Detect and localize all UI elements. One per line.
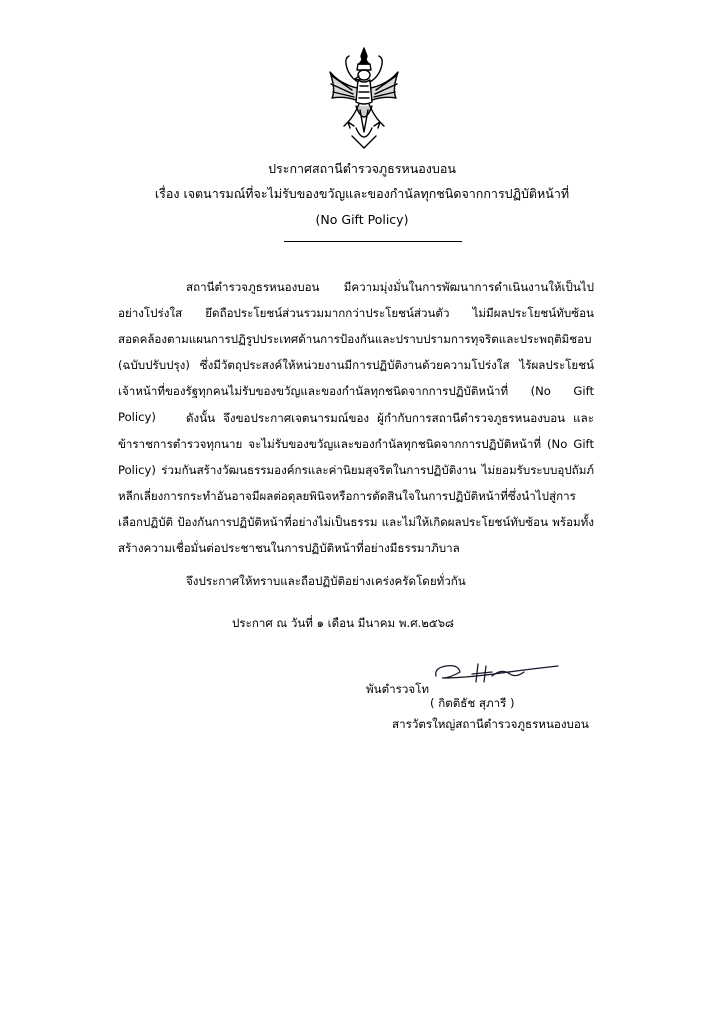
title-divider	[284, 241, 462, 242]
closing-statement: จึงประกาศให้ทราบและถือปฏิบัติอย่างเคร่งครัดโดยทั่วกัน	[186, 574, 466, 588]
body-paragraph-2: ดังนั้น จึงขอประกาศเจตนารมณ์ของ ผู้กำกับการสถานีตำรวจภูธรหนองบอน และข้าราชการตำรวจทุกนาย จะไม่รับของขวัญและของกำนัลทุกชนิดจากการปฏิบัติหน้าที่ (No Gift Policy) ร่วมกันสร้างวัฒนธรรมองค์กรและค่านิยมสุจริตในการปฏิบัติงาน ไม่ยอมรับระบบอุปถัมภ์ หลีกเลี่ยงการกระทำอันอาจมีผลต่อดุลยพินิจหรือการตัดสินใจในการปฏิบัติหน้าที่ซึ่งนำไปสู่การเลือกปฏิบัติ ป้องกันการปฏิบัติหน้าที่อย่างไม่เป็นธรรม และไม่ให้เกิดผลประโยชน์ทับซ้อน พร้อมทั้งสร้างความเชื่อมั่นต่อประชาชนในการปฏิบัติหน้าที่อย่างมีธรรมาภิบาล	[118, 411, 594, 555]
policy-name: (No Gift Policy)	[315, 212, 409, 227]
announcement-date: ประกาศ ณ วันที่ ๑ เดือน มีนาคม พ.ศ.๒๕๖๘	[232, 616, 454, 630]
announcement-title: ประกาศสถานีตำรวจภูธรหนองบอน	[268, 161, 456, 176]
garuda-emblem-icon	[326, 46, 402, 150]
announcement-subject: เรื่อง เจตนารมณ์ที่จะไม่รับของขวัญและของกำนัลทุกชนิดจากการปฏิบัติหน้าที่	[154, 186, 570, 201]
signatory-rank: พันตำรวจโท	[366, 682, 430, 696]
signatory-position: สารวัตรใหญ่สถานีตำรวจภูธรหนองบอน	[392, 717, 589, 731]
body-paragraph-1: สถานีตำรวจภูธรหนองบอน มีความมุ่งมั่นในการพัฒนาการดำเนินงานให้เป็นไปอย่างโปร่งใส ยึดถือประโยชน์ส่วนรวมมากกว่าประโยชน์ส่วนตัว ไม่มีผลประโยชน์ทับซ้อน สอดคล้องตามแผนการปฏิรูปประเทศด้านการป้องกันและปราบปรามการทุจริตและประพฤติมิชอบ (ฉบับปรับปรุง) ซึ่งมีวัตถุประสงค์ให้หน่วยงานมีการปฏิบัติงานด้วยความโปร่งใส ไร้ผลประโยชน์ เจ้าหน้าที่ของรัฐทุกคนไม่รับของขวัญและของกำนัลทุกชนิดจากการปฏิบัติหน้าที่ (No Gift Policy)	[118, 280, 594, 424]
handwritten-signature-icon	[432, 660, 562, 690]
signatory-name: ( กิตติธัช สุภารี )	[430, 696, 515, 710]
